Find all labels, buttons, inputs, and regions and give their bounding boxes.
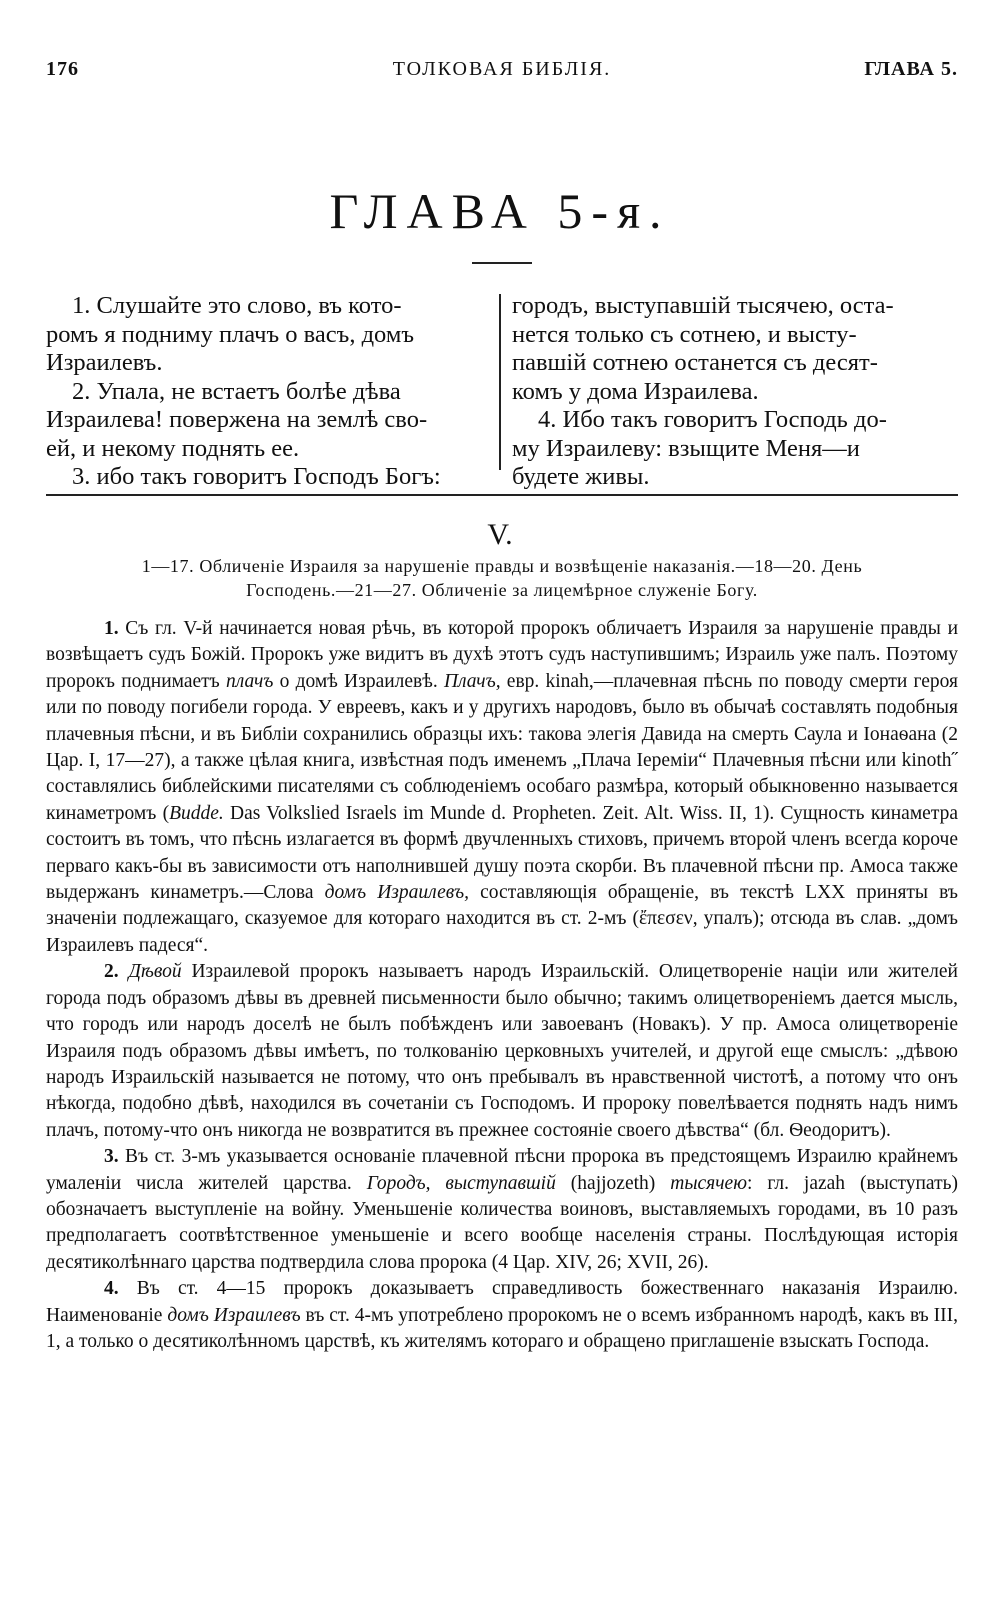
chapter-summary <box>46 554 958 602</box>
column-divider <box>499 294 501 470</box>
paragraph-number: 2. <box>104 961 119 983</box>
verse-line: будете живы. <box>512 463 650 490</box>
italic-term: Городъ, выступавшій <box>366 1172 556 1194</box>
verse-line: нется только съ сотнею, и высту- <box>512 320 857 348</box>
running-head <box>46 58 958 86</box>
commentary-paragraph-2 <box>46 959 958 1144</box>
paragraph-text: Израилевой пророкъ называетъ народъ Израильскій. Олицетвореніе націи или жителей города подъ образомъ дѣвы въ древней письменности было обычно; такимъ олицетвореніемъ дается мысль, что городъ или народъ доселѣ не былъ побѣжденъ или завоеванъ (Новакъ). У пр. Амоса олицетвореніе Израиля подъ образомъ дѣвы имѣетъ, по толкованію церковныхъ учителей, и другой еще смыслъ: „дѣвою народъ Израильскій называется не потому, что онъ пребывалъ въ нравственной чистотѣ, а потому что онъ нѣкогда, подобно дѣвѣ, находился въ сочетаніи съ Господомъ. И пророку повелѣвается поднять надъ нимъ плачъ, потому-что онъ никогда не возвратится въ прежнее состояніе своего дѣвства“ (бл. Ѳеодоритъ). <box>46 961 958 1141</box>
verse-line: му Израилеву: взыщите Меня—и <box>512 434 860 462</box>
verse-line: 3. ибо такъ говоритъ Господъ Богъ: <box>72 463 441 490</box>
italic-term: домъ Израилевъ <box>167 1304 301 1326</box>
italic-term: Дѣвой <box>128 961 182 983</box>
paragraph-text: Съ гл. V-й начинается новая рѣчь, въ которой пророкъ обличаетъ Израиля за нарушеніе правды и возвѣщаетъ судъ Божій. Пророкъ уже видитъ въ духѣ этотъ судъ наступившимъ; Израиль уже палъ. Поэтому пророкъ поднимаетъ <box>46 618 958 692</box>
section-numeral: V. <box>487 518 513 551</box>
verse-line: городъ, выступавшій тысячею, оста- <box>512 292 894 319</box>
paragraph-text: составляющія обращеніе, въ текстѣ LXX приняты въ значеніи подлежащаго, сказуемое для котораго находится въ ст. 2-мъ (ἔπεσεν, упалъ); отсюда въ слав. „домъ Израилевъ падеся“. <box>46 882 958 956</box>
chapter-heading: ГЛАВА 5-я. <box>329 183 671 239</box>
summary-line: Господень.—21—27. Обличеніе за лицемѣрное служеніе Богу. <box>246 580 758 600</box>
verse-line: 4. Ибо такъ говоритъ Господь до- <box>538 406 887 433</box>
paragraph-text: : гл. jazah (выступать) обозначаетъ выступленіе на войну. Уменьшеніе количества воиновъ, выставляемыхъ городами, въ 10 разъ предполагаетъ соотвѣтственное уменьшеніе и всего вообще населенія страны. Послѣдующая исторія десятиколѣннаго царства подтвердила слова пророка (4 Цар. XIV, 26; XVII, 26). <box>46 1172 958 1273</box>
scripture-verses <box>46 292 958 490</box>
paragraph-text: о домѣ Израилевѣ. <box>273 670 444 692</box>
paragraph-number: 4. <box>104 1278 119 1300</box>
commentary-paragraph-4 <box>46 1276 958 1355</box>
running-chapter: ГЛАВА 5. <box>864 58 958 80</box>
verse-line: Израилева! повержена на землѣ сво- <box>46 406 428 433</box>
italic-term: Плачъ, <box>443 670 501 692</box>
summary-line: 1—17. Обличеніе Израиля за нарушеніе правды и возвѣщеніе наказанія.—18—20. День <box>141 556 863 576</box>
verse-line: 1. Слушайте это слово, въ кото- <box>72 292 402 319</box>
paragraph-text: (hajjozeth) <box>555 1172 671 1194</box>
page-number: 176 <box>46 58 79 80</box>
verse-line: 2. Упала, не встаетъ болѣе дѣва <box>72 377 401 405</box>
italic-term: домъ Израилевъ, <box>324 882 469 904</box>
paragraph-number: 1. <box>104 618 119 639</box>
commentary-paragraph-1 <box>46 616 958 959</box>
paragraph-text: Въ ст. 4—15 пророкъ доказываетъ справедливость божественнаго наказанія Израилю. Наименованіе <box>46 1278 958 1326</box>
verses-left-column <box>46 292 486 492</box>
paragraph-text: Въ ст. 3-мъ указывается основаніе плачевной пѣсни пророка въ предстоящемъ Израилю крайнемъ умаленіи числа жителей царства. <box>46 1146 958 1194</box>
paragraph-text: Das Volkslied Israels im Munde d. Propheten. Zeit. Alt. Wiss. II, 1). Сущность кинаметра состоитъ въ томъ, что пѣснь излагается въ формѣ двучленныхъ стиховъ, причемъ второй членъ всегда короче перваго какъ-бы въ зависимости отъ наполнившей душу поэта скорби. Въ плачевной пѣсни пр. Амоса также выдержанъ кинаметръ.—Слова <box>46 802 958 904</box>
commentary <box>46 616 958 1355</box>
book-title: ТОЛКОВАЯ БИБЛІЯ. <box>392 58 612 80</box>
verse-line: комъ у дома Израилева. <box>512 377 759 405</box>
verse-line: ей, и некому поднять ее. <box>46 434 300 462</box>
italic-term: плачъ <box>225 670 274 692</box>
short-divider <box>472 262 532 264</box>
paragraph-text: евр. kinah,—плачевная пѣснь по поводу смерти героя или по поводу погибели города. У евреевъ, какъ и у другихъ народовъ, было въ обычаѣ составлять подобныя плачевныя пѣсни, и въ Библіи сохранились образцы ихъ: такова элегія Давида на смерть Саула и Іонаѳана (2 Цар. I, 17—27), а также цѣлая книга, извѣстная подъ именемъ „Плача Іереміи“ Плачевныя пѣсни или kinoth˝ составлялись библейскими писателями съ соблюденіемъ особаго размѣра, который обыкновенно называется кинаметромъ ( <box>46 670 958 824</box>
italic-term: тысячею <box>670 1172 747 1194</box>
paragraph-text: въ ст. 4-мъ употреблено пророкомъ не о всемъ избранномъ народѣ, какъ въ III, 1, а только о десятиколѣнномъ царствѣ, къ жителямъ котораго и обращено приглашеніе взыскать Господа. <box>46 1304 959 1352</box>
verse-line: павшій сотнею останется съ десят- <box>512 349 878 376</box>
section-divider <box>46 494 958 496</box>
paragraph-number: 3. <box>104 1146 119 1168</box>
verses-right-column <box>512 292 952 492</box>
verse-line: ромъ я подниму плачъ о васъ, домъ <box>46 320 415 348</box>
commentary-paragraph-3 <box>46 1144 958 1276</box>
verse-line: Израилевъ. <box>46 349 163 376</box>
italic-term: Budde. <box>169 802 224 824</box>
